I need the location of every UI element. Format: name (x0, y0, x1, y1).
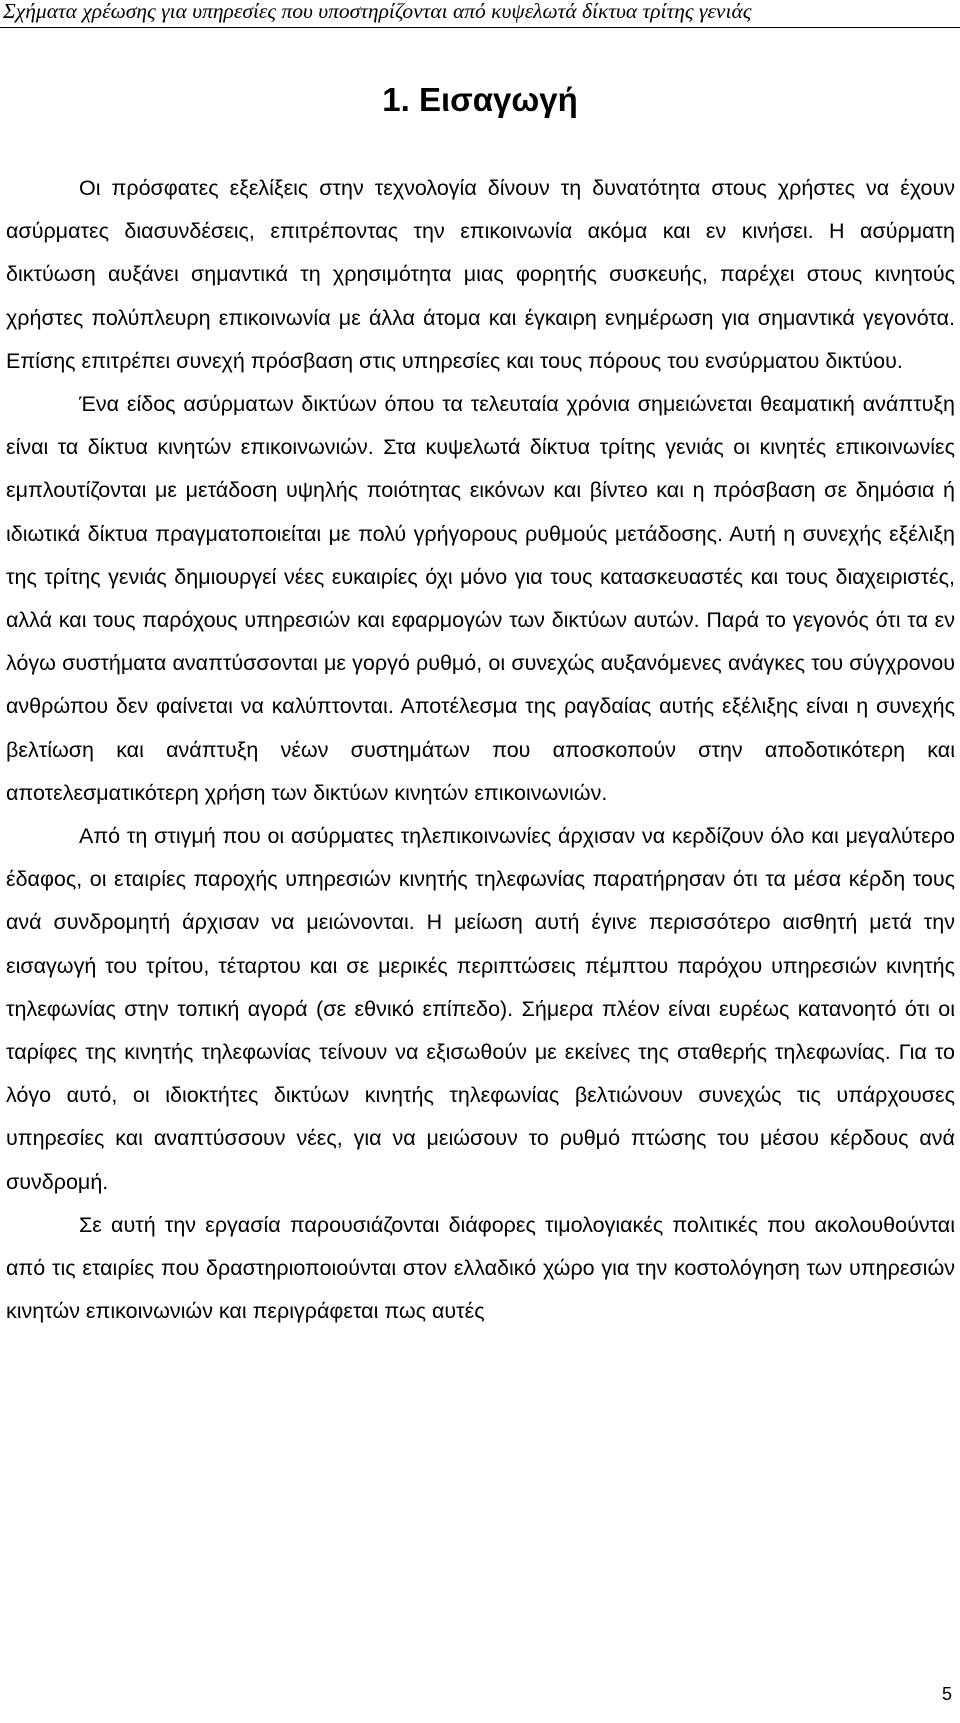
body-text (6, 167, 955, 1333)
paragraph: Από τη στιγμή που οι ασύρματες τηλεπικοινωνίες άρχισαν να κερδίζουν όλο και μεγαλύτερο έδαφος, οι εταιρίες παροχής υπηρεσιών κινητής τηλεφωνίας παρατήρησαν ότι τα μέσα κέρδη τους ανά συνδρομητή άρχισαν να μειώνονται. Η μείωση αυτή έγινε περισσότερο αισθητή μετά την εισαγωγή του τρίτου, τέταρτου και σε μερικές περιπτώσεις πέμπτου παρόχου υπηρεσιών κινητής τηλεφωνίας στην τοπική αγορά (σε εθνικό επίπεδο). Σήμερα πλέον είναι ευρέως κατανοητό ότι οι ταρίφες της κινητής τηλεφωνίας τείνουν να εξισωθούν με εκείνες της σταθερής τηλεφωνίας. Για το λόγο αυτό, οι ιδιοκτήτες δικτύων κινητής τηλεφωνίας βελτιώνουν συνεχώς τις υπάρχουσες υπηρεσίες και αναπτύσσουν νέες, για να μειώσουν το ρυθμό πτώσης του μέσου κέρδους ανά συνδρομή. (6, 824, 955, 1194)
paragraph: Σε αυτή την εργασία παρουσιάζονται διάφορες τιμολογιακές πολιτικές που ακολουθούνται από τις εταιρίες που δραστηριοποιούνται στον ελλαδικό χώρο για την κοστολόγηση των υπηρεσιών κινητών επικοινωνιών και περιγράφεται πως αυτές (6, 1212, 955, 1324)
header-rule (0, 27, 960, 28)
running-header: Σχήματα χρέωσης για υπηρεσίες που υποστηρίζονται από κυψελωτά δίκτυα τρίτης γενιάς (3, 0, 752, 23)
page-number: 5 (941, 1684, 952, 1704)
paragraph: Ένα είδος ασύρματων δικτύων όπου τα τελευταία χρόνια σημειώνεται θεαματική ανάπτυξη είναι τα δίκτυα κινητών επικοινωνιών. Στα κυψελωτά δίκτυα τρίτης γενιάς οι κινητές επικοινωνίες εμπλουτίζονται με μετάδοση υψηλής ποιότητας εικόνων και βίντεο και η πρόσβαση σε δημόσια ή ιδιωτικά δίκτυα πραγματοποιείται με πολύ γρήγορους ρυθμούς μετάδοσης. Αυτή η συνεχής εξέλιξη της τρίτης γενιάς δημιουργεί νέες ευκαιρίες όχι μόνο για τους κατασκευαστές και τους διαχειριστές, αλλά και τους παρόχους υπηρεσιών και εφαρμογών των δικτύων αυτών. Παρά το γεγονός ότι τα εν λόγω συστήματα αναπτύσσονται με γοργό ρυθμό, οι συνεχώς αυξανόμενες ανάγκες του σύγχρονου ανθρώπου δεν φαίνεται να καλύπτονται. Αποτέλεσμα της ραγδαίας αυτής εξέλιξης είναι η συνεχής βελτίωση και ανάπτυξη νέων συστημάτων που αποσκοπούν στην αποδοτικότερη και αποτελεσματικότερη χρήση των δικτύων κινητών επικοινωνιών. (6, 392, 955, 805)
paragraph: Οι πρόσφατες εξελίξεις στην τεχνολογία δίνουν τη δυνατότητα στους χρήστες να έχουν ασύρματες διασυνδέσεις, επιτρέποντας την επικοινωνία ακόμα και εν κινήσει. Η ασύρματη δικτύωση αυξάνει σημαντικά τη χρησιμότητα μιας φορητής συσκευής, παρέχει στους κινητούς χρήστες πολύπλευρη επικοινωνία με άλλα άτομα και έγκαιρη ενημέρωση για σημαντικά γεγονότα. Επίσης επιτρέπει συνεχή πρόσβαση στις υπηρεσίες και τους πόρους του ενσύρματου δικτύου. (6, 176, 955, 373)
section-title: 1. Εισαγωγή (382, 81, 578, 118)
